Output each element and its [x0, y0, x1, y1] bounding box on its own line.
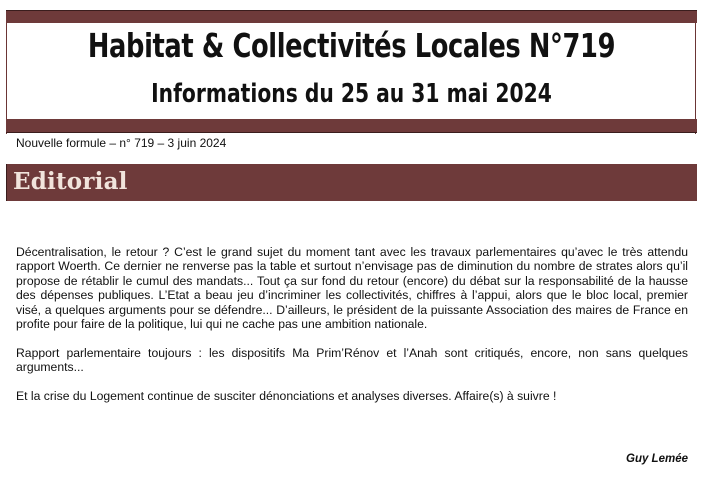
section-title: Editorial [13, 168, 128, 195]
article-paragraph: Et la crise du Logement continue de susciter dénonciations et analyses diverses. Affaire(s) à suivre ! [16, 389, 557, 404]
author-signature: Guy Lemée [626, 453, 688, 465]
header-bottom-bar [6, 119, 697, 133]
article-body [16, 245, 688, 418]
article-paragraph: Décentralisation, le retour ? C’est le grand sujet du moment tant avec les travaux parlementaires qu’avec le très attendu rapport Woerth. Ce dernier ne renverse pas la table et surtout n’envisage pas de diminution du nombre de strates alors qu’il propose de rétablir le cumul des mandats... Tout ça sur fond du retour (encore) du débat sur la responsabilité de la hausse des dépenses publiques. L’Etat a beau jeu d’incriminer les collectivités, chiffres à l’appui, alors que le bloc local, premier visé, a quelques arguments pour se défendre... D’ailleurs, le président de la puissante Association des maires de France en profite pour faire de la politique, lui qui ne cache pas une ambition nationale. [16, 245, 688, 332]
article-paragraph: Rapport parlementaire toujours : les dispositifs Ma Prim’Rénov et l’Anah sont critiqués, encore, non sans quelques arguments... [16, 345, 688, 375]
newsletter-dates: Informations du 25 au 31 mai 2024 [151, 79, 552, 109]
issue-line: Nouvelle formule – n° 719 – 3 juin 2024 [16, 136, 227, 150]
header-top-bar [6, 10, 697, 23]
newsletter-title: Habitat & Collectivités Locales N°719 [87, 26, 616, 65]
